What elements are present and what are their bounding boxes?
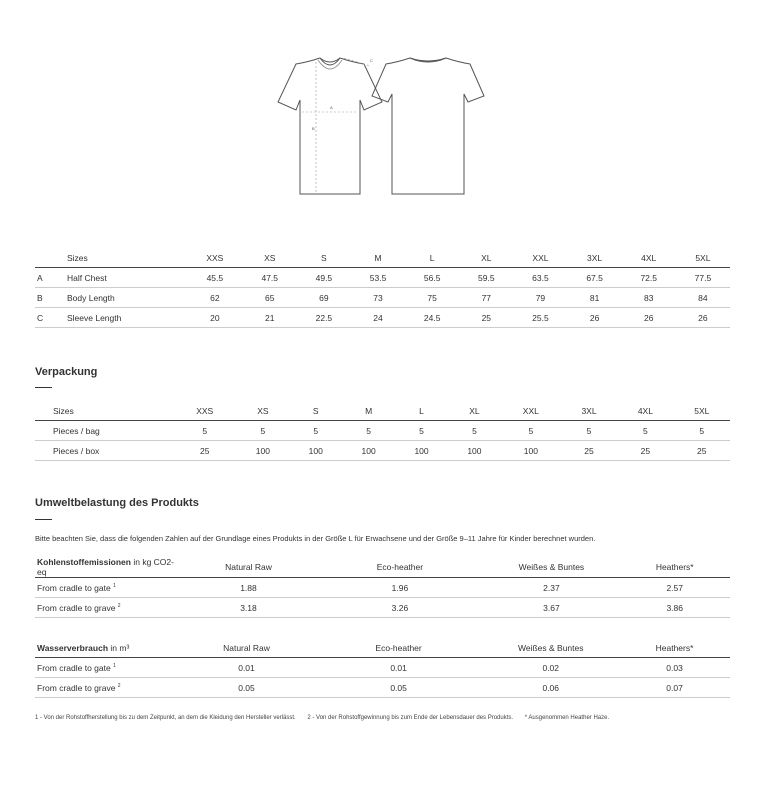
water-table (35, 638, 730, 698)
header-cell: L (429, 252, 435, 263)
table-row: B Body Length 62 65 69 73 75 77 79 81 83 84 (35, 288, 730, 308)
footnote: * Ausgenommen Heather Haze. (524, 715, 610, 721)
table-row: From cradle to grave $^2$ 0.05 0.05 0.06 0.07 (35, 678, 730, 698)
water-header: Wasserverbrauch in m³ Natural Raw Eco-heather Weißes & Buntes Heathers* (35, 638, 730, 658)
footnote: 1 - Von der Rohstoffherstellung bis zu dem Zeitpunkt, an dem die Kleidung den Hersteller verlässt. (35, 715, 296, 721)
header-cell: XXL (532, 252, 549, 263)
header-cell: M (374, 252, 382, 263)
packaging-title: Verpackung (35, 366, 98, 378)
footnote: 2 - Von der Rohstoffgewinnung bis zum Ende der Lebensdauer des Produkts. (307, 715, 514, 721)
header-cell: 5XL (695, 252, 711, 263)
carbon-table (35, 557, 730, 618)
footnotes (35, 715, 619, 721)
table-row: From cradle to gate $^1$ 1.88 1.96 2.37 2.57 (35, 578, 730, 598)
table-row: A Half Chest 45.5 47.5 49.5 53.5 56.5 59.5 63.5 67.5 72.5 77.5 (35, 268, 730, 288)
table-row: From cradle to gate $^1$ 0.01 0.01 0.02 0.03 (35, 658, 730, 678)
header-cell: XS (264, 252, 276, 263)
size-chart-table (35, 248, 730, 328)
environment-title: Umweltbelastung des Produkts (35, 497, 199, 509)
table-row: Pieces / box 25 100 100 100 100 100 100 25 25 25 (35, 441, 730, 461)
table-row: C Sleeve Length 20 21 22.5 24 24.5 25 25.5 26 26 26 (35, 308, 730, 328)
header-cell: 3XL (587, 252, 603, 263)
title-underline (35, 387, 52, 388)
label-a: A (330, 105, 333, 110)
title-underline (35, 519, 52, 520)
environment-note: Bitte beachten Sie, dass die folgenden Zahlen auf der Grundlage eines Produkts in der Größe L für Erwachsene und der Größe 9–11 Jahre für Kinder berechnet wurden. (35, 534, 596, 543)
table-row: From cradle to grave $^2$ 3.18 3.26 3.67 3.86 (35, 598, 730, 618)
header-cell: Sizes (67, 252, 88, 263)
carbon-header: Kohlenstoffemissionen in kg CO2-eq Natural Raw Eco-heather Weißes & Buntes Heathers* (35, 557, 730, 578)
label-b: B (312, 126, 315, 131)
table-row: Pieces / bag 5 5 5 5 5 5 5 5 5 5 (35, 421, 730, 441)
header-cell: XXS (206, 252, 224, 263)
packaging-table (35, 401, 730, 461)
tshirt-measurement-diagram (272, 52, 494, 202)
header-cell: S (321, 252, 327, 263)
size-chart-header (35, 248, 730, 268)
header-cell: XL (481, 252, 492, 263)
label-c: C (370, 58, 373, 63)
header-cell: 4XL (641, 252, 657, 263)
packaging-header: Sizes XXS XS S M L XL XXL 3XL 4XL 5XL (35, 401, 730, 421)
